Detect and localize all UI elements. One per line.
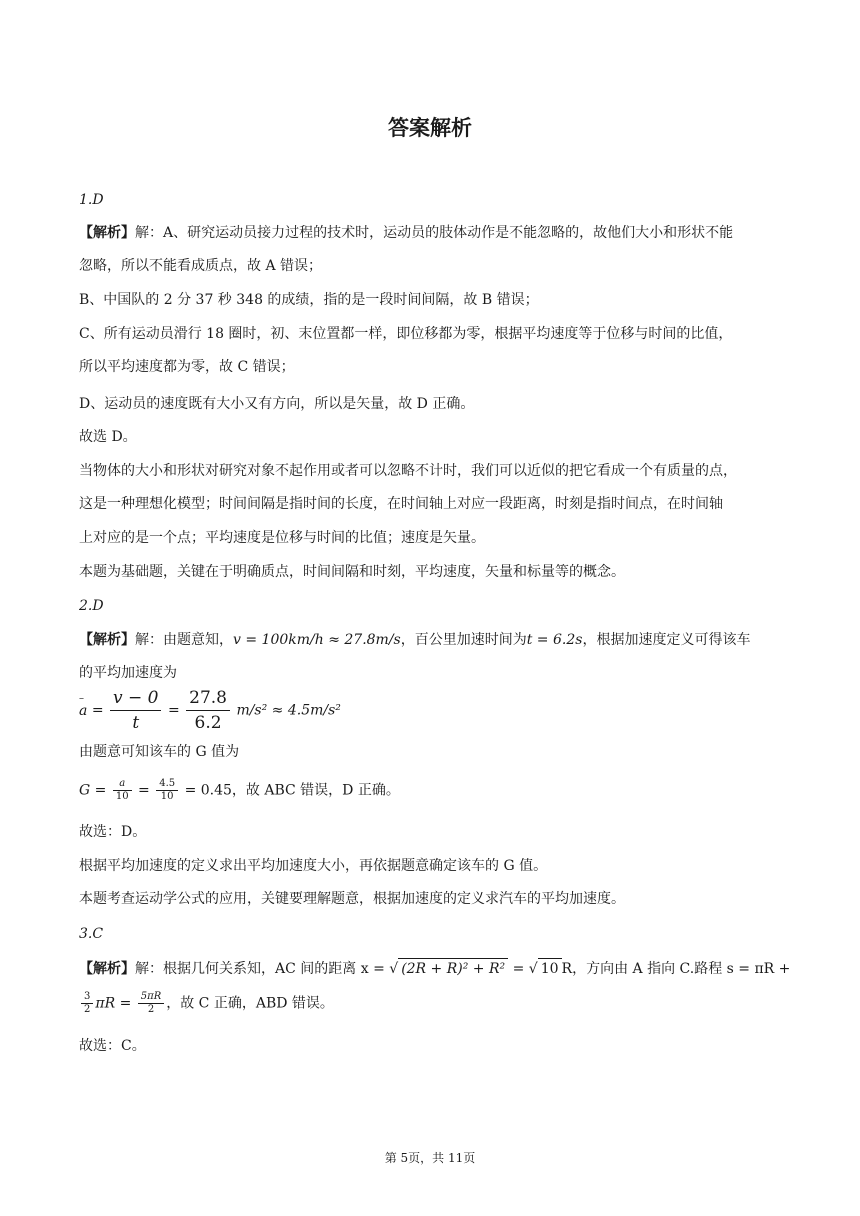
q3-text-2-tail: ，故 C 正确，ABD 错误。 <box>166 995 334 1012</box>
numerator: a <box>113 778 132 791</box>
q2-answer: 2.D <box>79 598 104 614</box>
q3-text-1b: R，方向由 A 指向 C.路程 s = πR + <box>561 961 791 977</box>
fraction <box>110 686 161 735</box>
q3-line-2 <box>79 991 334 1016</box>
numerator: 5πR <box>138 991 164 1004</box>
q3-line-1: 【解析】解：根据几何关系知，AC 间的距离 x = √ (2R + R)² + R² = √ 10 R，方向由 A 指向 C.路程 s = πR + <box>79 958 790 979</box>
g-lhs: G = <box>79 782 107 799</box>
q2-time: t = 6.2s <box>526 632 583 648</box>
sqrt-expression: (2R + R)² + R² <box>398 958 508 979</box>
numerator: 27.8 <box>186 686 230 711</box>
page-title: 答案解析 <box>388 116 472 140</box>
denominator: 10 <box>115 791 129 802</box>
q1-answer: 1.D <box>79 192 104 208</box>
q1-line-8: 当物体的大小和形状对研究对象不起作用或者可以忽略不计时，我们可以近似的把它看成一个有质量的点， <box>79 463 737 479</box>
q1-line-4: C、所有运动员滑行 18 圈时，初、末位置都一样，即位移都为零，根据平均速度等于位移与时间的比值， <box>79 326 733 342</box>
q3-answer: 3.C <box>79 926 104 942</box>
denominator: 2 <box>84 1004 91 1015</box>
fraction <box>156 778 178 803</box>
numerator: 3 <box>81 991 93 1004</box>
q1-line-7: 故选 D。 <box>79 429 137 445</box>
numerator: v − 0 <box>110 686 161 711</box>
analysis-tag: 【解析】 <box>79 225 135 241</box>
q2-line-1 <box>79 630 750 650</box>
q1-line-5: 所以平均速度都为零，故 C 错误； <box>79 359 295 375</box>
denominator: 2 <box>147 1004 155 1015</box>
analysis-tag: 【解析】 <box>79 961 135 977</box>
q2-line-4: 由题意可知该车的 G 值为 <box>79 744 240 760</box>
q1-line-1 <box>79 223 733 243</box>
q1-text-1: 解：A、研究运动员接力过程的技术时，运动员的肢体动作是不能忽略的，故他们大小和形状不能 <box>135 225 734 241</box>
denominator: 10 <box>160 791 174 802</box>
q2-line-2: 的平均加速度为 <box>79 665 177 681</box>
avg-accel-symbol: – a <box>79 699 87 723</box>
q1-line-2: 忽略，所以不能看成质点，故 A 错误； <box>79 258 323 274</box>
q3-pi-r: πR = <box>95 995 132 1012</box>
q2-text-1c: ，百公里加速时间为 <box>400 632 527 648</box>
q2-text-1e: ，根据加速度定义可得该车 <box>582 632 751 648</box>
denominator: t <box>132 713 140 733</box>
page-footer: 第 5页，共 11页 <box>384 1151 476 1165</box>
q3-text-1a: 解：根据几何关系知，AC 间的距离 x = <box>135 961 385 977</box>
q2-line-6: 故选：D。 <box>79 824 147 840</box>
fraction <box>186 686 230 735</box>
fraction <box>81 991 93 1016</box>
q1-line-9: 这是一种理想化模型；时间间隔是指时间的长度，在时间轴上对应一段距离，时刻是指时间点，在时间轴 <box>79 496 723 512</box>
q2-equation-accel: – a = $\frac{v - 0}{t}$ = $\frac{27.8}{6.2}$ m/s² ≈ 4.5m/s² <box>79 686 341 735</box>
q2-text-1a: 解：由题意知， <box>135 632 233 648</box>
equals-sign: = <box>512 961 525 977</box>
q2-equation-g: G = $\frac{a}{10}$ = $\frac{4.5}{10}$ = 0.45，故 ABC 错误，D 正确。 <box>79 778 400 802</box>
q1-line-3: B、中国队的 2 分 37 秒 348 的成绩，指的是一段时间间隔，故 B 错误； <box>79 292 539 308</box>
g-result: = 0.45，故 ABC 错误，D 正确。 <box>184 782 400 799</box>
q2-velocity: v = 100km/h ≈ 27.8m/s <box>233 632 401 648</box>
sqrt-ten: 10 <box>538 958 562 979</box>
q1-line-10: 上对应的是一个点；平均速度是位移与时间的比值；速度是矢量。 <box>79 530 485 546</box>
accel-result: m/s² ≈ 4.5m/s² <box>236 702 341 719</box>
numerator: 4.5 <box>156 778 178 791</box>
fraction <box>138 991 164 1016</box>
denominator: 6.2 <box>194 713 222 733</box>
q1-line-11: 本题为基础题，关键在于明确质点，时间间隔和时刻，平均速度，矢量和标量等的概念。 <box>79 564 625 580</box>
q2-line-8: 本题考查运动学公式的应用，关键要理解题意，根据加速度的定义求汽车的平均加速度。 <box>79 891 625 907</box>
q1-line-6: D、运动员的速度既有大小又有方向，所以是矢量，故 D 正确。 <box>79 396 475 412</box>
q3-line-3: 故选：C。 <box>79 1038 146 1054</box>
fraction <box>113 778 132 803</box>
analysis-tag: 【解析】 <box>79 632 135 648</box>
q2-line-7: 根据平均加速度的定义求出平均加速度大小，再依据题意确定该车的 G 值。 <box>79 858 548 874</box>
